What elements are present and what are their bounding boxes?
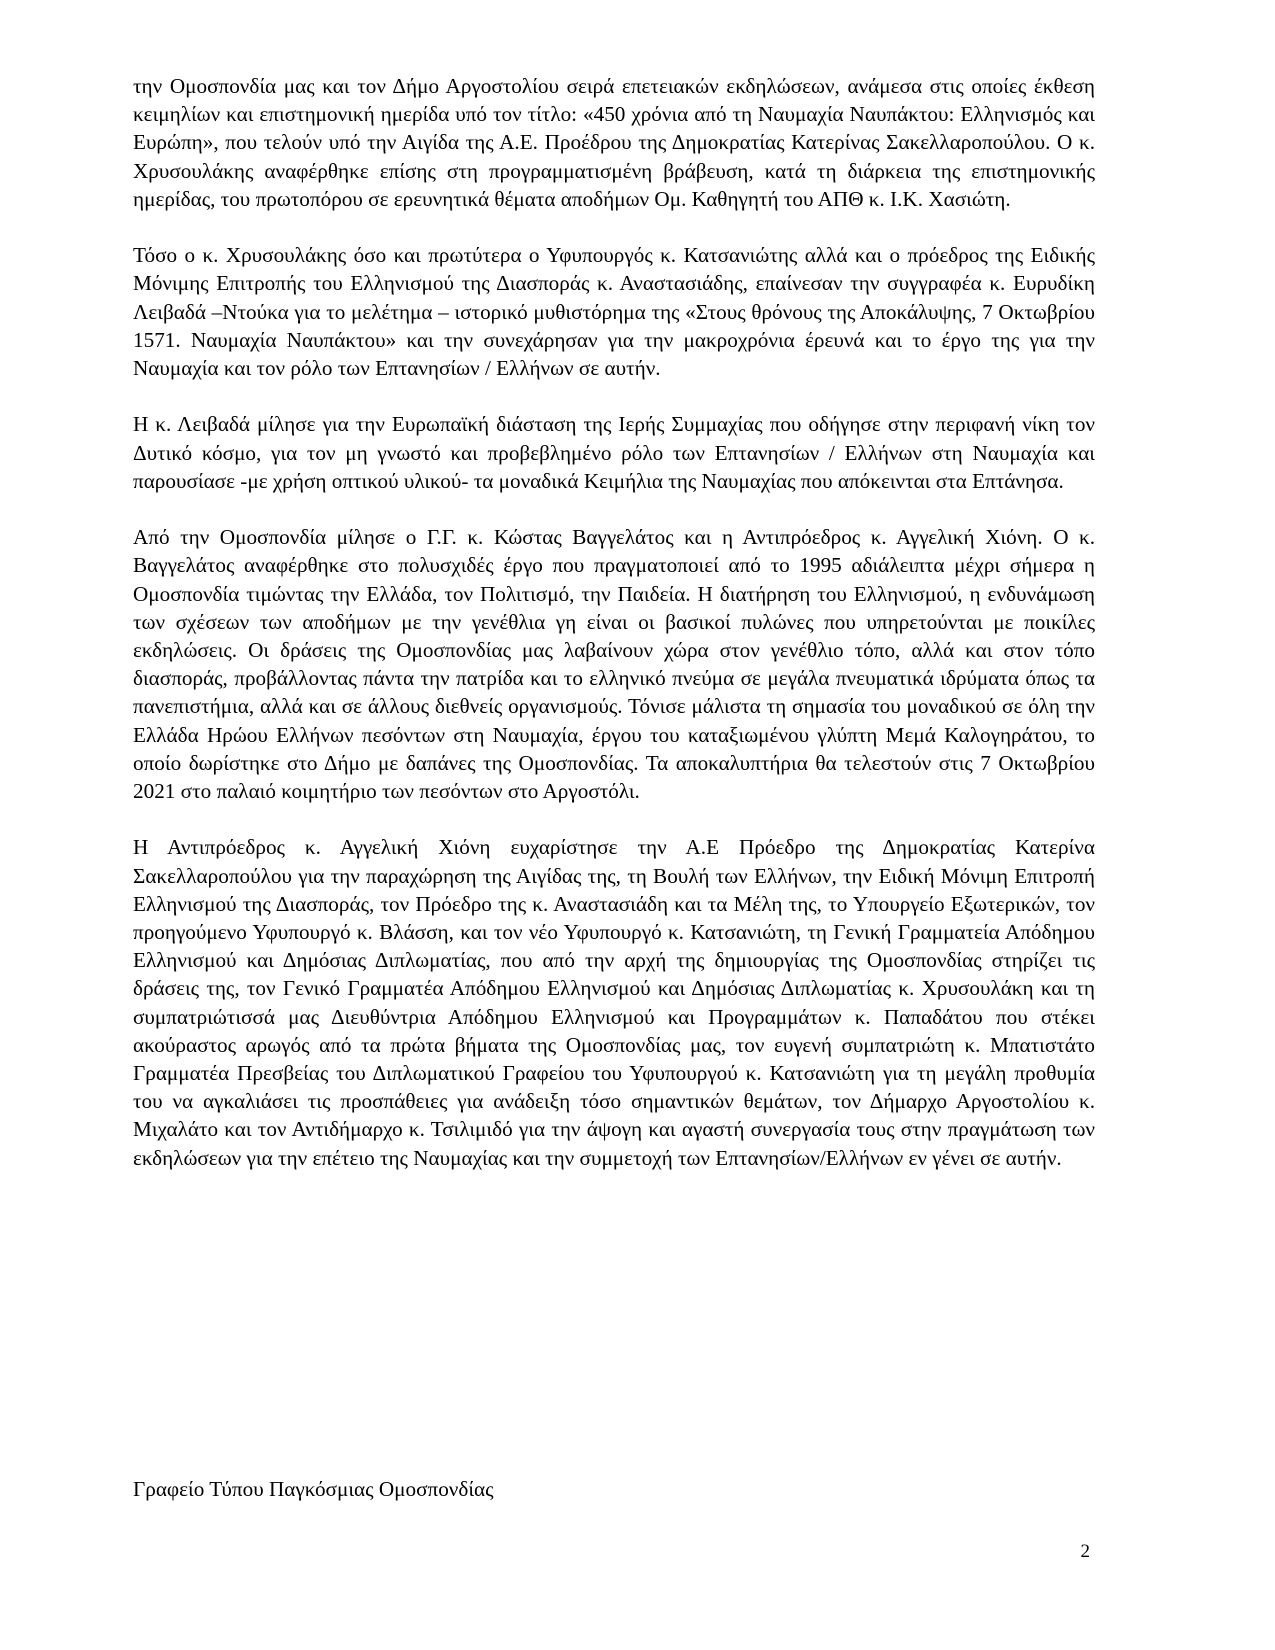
page-number: 2 bbox=[1080, 1541, 1090, 1562]
paragraph-events: την Ομοσπονδία μας και τον Δήμο Αργοστολίου σειρά επετειακών εκδηλώσεων, ανάμεσα στις οποίες έκθεση κειμηλίων και επιστημονική ημερίδα υπό τον τίτλο: «450 χρόνια από τη Ναυμαχία Ναυπάκτου: Ελληνισμός και Ευρώπη», που τελούν υπό την Αιγίδα της Α.Ε. Προέδρου της Δημοκρατίας Κατερίνας Σακελλαροπούλου. Ο κ. Χρυσουλάκης αναφέρθηκε επίσης στη προγραμματισμένη βράβευση, κατά τη διάρκεια της επιστημονικής ημερίδας, του πρωτοπόρου σε ερευνητικά θέματα αποδήμων Ομ. Καθηγητή του ΑΠΘ κ. Ι.Κ. Χασιώτη. bbox=[133, 74, 1095, 211]
paragraph-author-praise: Τόσο ο κ. Χρυσουλάκης όσο και πρωτύτερα ο Υφυπουργός κ. Κατσανιώτης αλλά και ο πρόεδρος της Ειδικής Μόνιμης Επιτροπής του Ελληνισμού της Διασποράς κ. Αναστασιάδης, επαίνεσαν την συγγραφέα κ. Ευρυδίκη Λειβαδά –Ντούκα για το μελέτημα – ιστορικό μυθιστόρημα της «Στους θρόνους της Αποκάλυψης, 7 Οκτωβρίου 1571. Ναυμαχία Ναυπάκτου» και την συνεχάρησαν για την μακροχρόνια έρευνά και το έργο της για την Ναυμαχία και τον ρόλο των Επτανησίων / Ελλήνων σε αυτήν. bbox=[133, 243, 1095, 381]
press-office-signature: Γραφείο Τύπου Παγκόσμιας Ομοσπονδίας bbox=[133, 1477, 494, 1501]
paragraph-federation-speech: Από την Ομοσπονδία μίλησε ο Γ.Γ. κ. Κώστας Βαγγελάτος και η Αντιπρόεδρος κ. Αγγελική Χιόνη. Ο κ. Βαγγελάτος αναφέρθηκε στο πολυσχιδές έργο που πραγματοποιεί από το 1995 αδιάλειπτα μέχρι σήμερα η Ομοσπονδία τιμώντας την Ελλάδα, τον Πολιτισμό, την Παιδεία. Η διατήρηση του Ελληνισμού, η ενδυνάμωση των σχέσεων των αποδήμων με την γενέθλια γη είναι οι βασικοί πυλώνες που υπηρετούνται με ποικίλες εκδηλώσεις. Οι δράσεις της Ομοσπονδίας μας λαβαίνουν χώρα στον γενέθλιο τόπο, αλλά και στον τόπο διασποράς, προβάλλοντας πάντα την πατρίδα και το ελληνικό πνεύμα σε μεγάλα πνευματικά ιδρύματα όπως τα πανεπιστήμια, αλλά και σε άλλους διεθνείς οργανισμούς. Τόνισε μάλιστα τη σημασία του μοναδικού σε όλη την Ελλάδα Ηρώου Ελλήνων πεσόντων στη Ναυμαχία, έργου του καταξιωμένου γλύπτη Μεμά Καλογηράτου, το οποίο δωρίστηκε στο Δήμο με δαπάνες της Ομοσπονδίας. Τα αποκαλυπτήρια θα τελεστούν στις 7 Οκτωβρίου 2021 στο παλαιό κοιμητήριο των πεσόντων στο Αργοστόλι. bbox=[133, 525, 1095, 804]
paragraph-leivada-speech: Η κ. Λειβαδά μίλησε για την Ευρωπαϊκή διάσταση της Ιερής Συμμαχίας που οδήγησε στην περιφανή νίκη τον Δυτικό κόσμο, για τον μη γνωστό και προβεβλημένο ρόλο των Επτανησίων / Ελλήνων στη Ναυμαχία και παρουσίασε -με χρήση οπτικού υλικού- τα μοναδικά Κειμήλια της Ναυμαχίας που απόκεινται στα Επτάνησα. bbox=[133, 412, 1095, 493]
document-body bbox=[133, 72, 1095, 1200]
paragraph-acknowledgements: Η Αντιπρόεδρος κ. Αγγελική Χιόνη ευχαρίστησε την Α.Ε Πρόεδρο της Δημοκρατίας Κατερίνα Σακελλαροπούλου για την παραχώρηση της Αιγίδας της, τη Βουλή των Ελλήνων, την Ειδική Μόνιμη Επιτροπή Ελληνισμού της Διασποράς, τον Πρόεδρο της κ. Αναστασιάδη και τα Μέλη της, το Υπουργείο Εξωτερικών, τον προηγούμενο Υφυπουργό κ. Βλάσση, και τον νέο Υφυπουργό κ. Κατσανιώτη, τη Γενική Γραμματεία Απόδημου Ελληνισμού και Δημόσιας Διπλωματίας, που από την αρχή της δημιουργίας της Ομοσπονδίας στηρίζει τις δράσεις της, τον Γενικό Γραμματέα Απόδημου Ελληνισμού και Δημόσιας Διπλωματίας κ. Χρυσουλάκη και τη συμπατριώτισσά μας Διευθύντρια Απόδημου Ελληνισμού και Προγραμμάτων κ. Παπαδάτου που στέκει ακούραστος αρωγός από τα πρώτα βήματα της Ομοσπονδίας μας, τον ευγενή συμπατριώτη κ. Μπατιστάτο Γραμματέα Πρεσβείας του Διπλωματικού Γραφείου του Υφυπουργού κ. Κατσανιώτη για τη μεγάλη προθυμία του να αγκαλιάσει τις προσπάθειες για ανάδειξη τόσο σημαντικών θεμάτων, τον Δήμαρχο Αργοστολίου κ. Μιχαλάτο και τον Αντιδήμαρχο κ. Τσιλιμιδό για την άψογη και αγαστή συνεργασία τους στην πραγμάτωση των εκδηλώσεων για την επέτειο της Ναυμαχίας και την συμμετοχή των Επτανησίων/Ελλήνων εν γένει σε αυτήν. bbox=[133, 835, 1095, 1170]
